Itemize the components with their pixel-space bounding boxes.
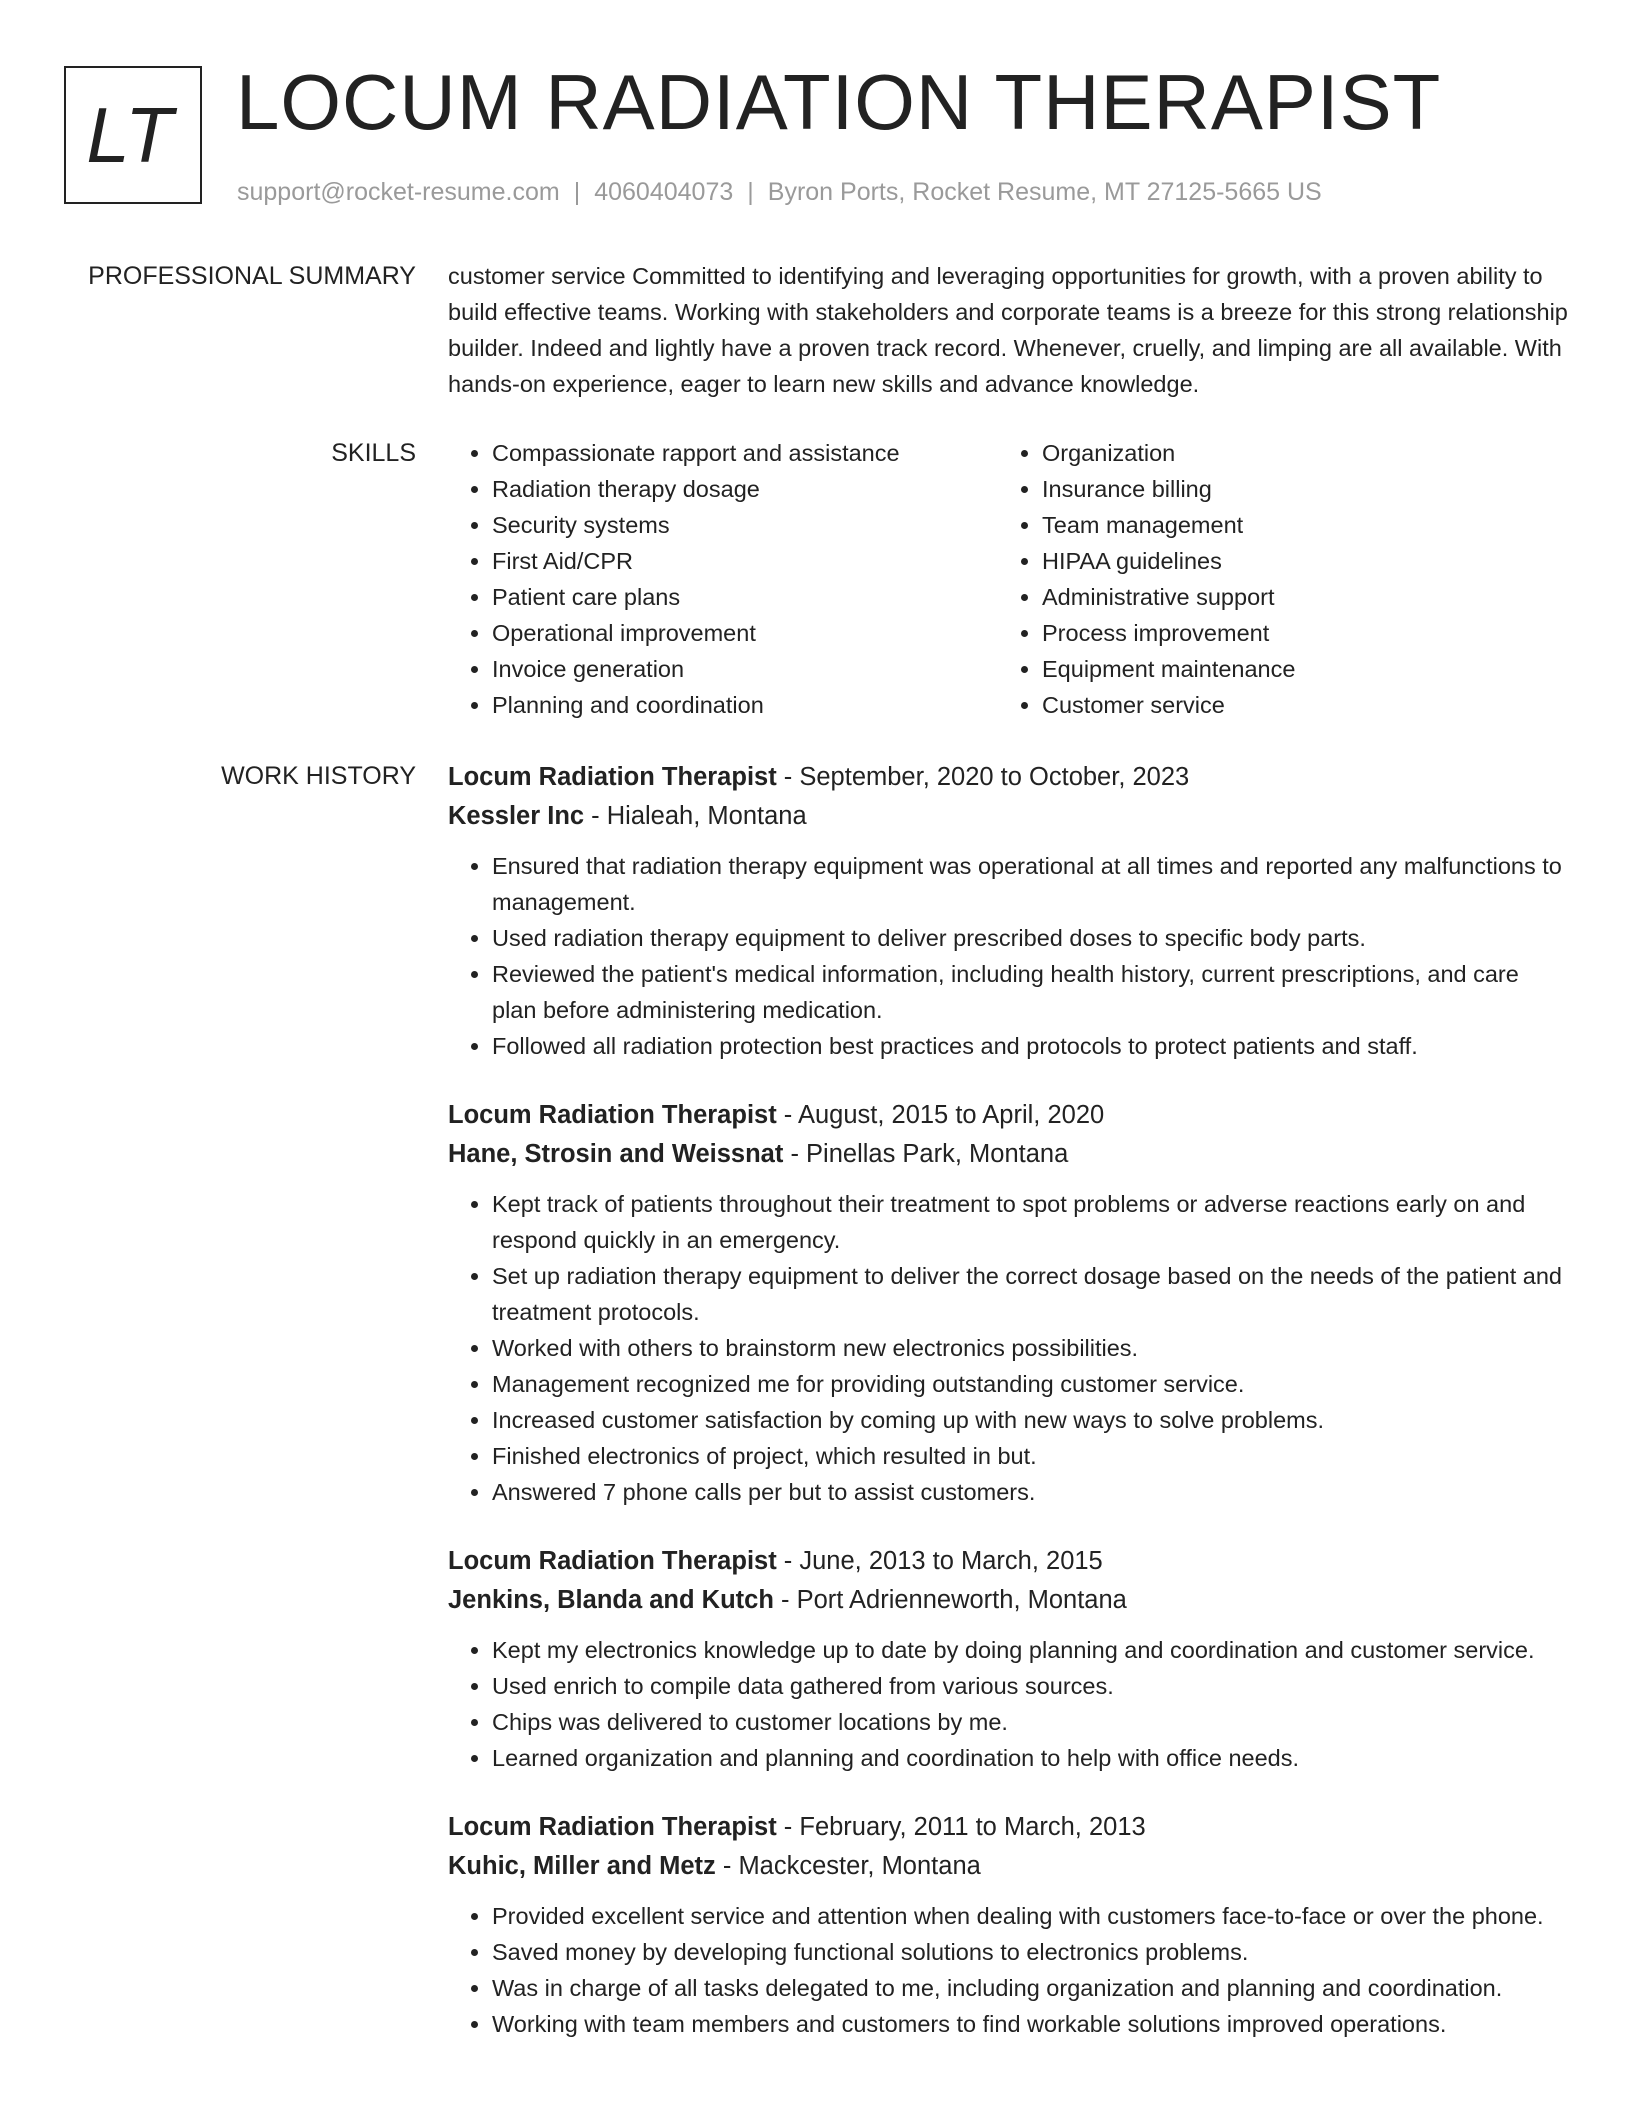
job-bullet-list	[448, 848, 1568, 1064]
monogram-initials: LT	[86, 90, 174, 179]
monogram-badge	[64, 66, 202, 204]
job-bullet: • Ensured that radiation therapy equipment was operational at all times and reported any malfunctions to management.	[492, 848, 1568, 920]
summary-text: customer service Committed to identifying and leveraging opportunities for growth, with a proven ability to build effective teams. Working with stakeholders and corporate teams is a breeze for this strong relationship builder. Indeed and lightly have a proven track record. Whenever, cruelly, and limping are all available. With hands-on experience, eager to learn new skills and advance knowledge.	[448, 263, 1568, 397]
skill-item: • Process improvement	[1042, 615, 1548, 651]
job-location: - Mackcester, Montana	[715, 1852, 981, 1880]
job-title-line	[448, 1542, 1568, 1580]
job-company: Hane, Strosin and Weissnat	[448, 1140, 784, 1168]
job-bullet: • Used radiation therapy equipment to deliver prescribed doses to specific body parts.	[492, 920, 1568, 956]
skill-item: • Team management	[1042, 507, 1548, 543]
job-bullet: • Management recognized me for providing outstanding customer service.	[492, 1366, 1568, 1402]
contact-separator: |	[573, 178, 581, 206]
job-title: Locum Radiation Therapist	[448, 1547, 777, 1575]
job-bullet: • Working with team members and customers to find workable solutions improved operations.	[492, 2006, 1568, 2042]
job-bullet-list	[448, 1632, 1568, 1776]
job-dates: - June, 2013 to March, 2015	[776, 1547, 1103, 1575]
job-company-line	[448, 1134, 1568, 1174]
skills-body	[448, 435, 1568, 723]
job-bullet: • Saved money by developing functional solutions to electronics problems.	[492, 1934, 1568, 1970]
job-company: Kessler Inc	[448, 802, 585, 830]
skill-item: • Invoice generation	[492, 651, 998, 687]
skills-list-left	[448, 435, 998, 723]
skills-columns	[448, 435, 1568, 723]
job-dates: - September, 2020 to October, 2023	[776, 763, 1190, 791]
job-dates: - February, 2011 to March, 2013	[776, 1813, 1146, 1841]
job-bullet: • Finished electronics of project, which resulted in but.	[492, 1438, 1568, 1474]
skill-item: • Operational improvement	[492, 615, 998, 651]
job-company-line	[448, 1846, 1568, 1886]
job-bullet: • Was in charge of all tasks delegated to me, including organization and planning and coordination.	[492, 1970, 1568, 2006]
job-title: Locum Radiation Therapist	[448, 763, 777, 791]
job-company: Jenkins, Blanda and Kutch	[448, 1586, 774, 1614]
summary-body	[448, 258, 1568, 402]
skills-list-right	[998, 435, 1548, 723]
candidate-name: LOCUM RADIATION THERAPIST	[236, 58, 1442, 146]
job-company-line	[448, 796, 1568, 836]
job-title-line	[448, 1096, 1568, 1134]
skill-item: • Security systems	[492, 507, 998, 543]
job-bullet: • Provided excellent service and attention when dealing with customers face-to-face or over the phone.	[492, 1898, 1568, 1934]
skill-item: • Administrative support	[1042, 579, 1548, 615]
job-title: Locum Radiation Therapist	[448, 1813, 777, 1841]
job-location: - Port Adrienneworth, Montana	[773, 1586, 1127, 1614]
job-bullet: • Used enrich to compile data gathered from various sources.	[492, 1668, 1568, 1704]
job-bullet: • Increased customer satisfaction by coming up with new ways to solve problems.	[492, 1402, 1568, 1438]
job-bullet: • Answered 7 phone calls per but to assist customers.	[492, 1474, 1568, 1510]
job-bullet-list	[448, 1898, 1568, 2042]
contact-line	[237, 175, 1322, 209]
job-location: - Hialeah, Montana	[584, 802, 807, 830]
job-bullet: • Worked with others to brainstorm new electronics possibilities.	[492, 1330, 1568, 1366]
contact-phone[interactable]: 4060404073	[594, 178, 734, 206]
job-bullet: • Set up radiation therapy equipment to deliver the correct dosage based on the needs of the patient and treatment protocols.	[492, 1258, 1568, 1330]
contact-email[interactable]: support@rocket-resume.com	[237, 178, 560, 206]
skill-item: • Patient care plans	[492, 579, 998, 615]
job-bullet: • Kept my electronics knowledge up to date by doing planning and coordination and customer service.	[492, 1632, 1568, 1668]
job-company-line	[448, 1580, 1568, 1620]
job-entry	[448, 1808, 1568, 2042]
job-bullet: • Learned organization and planning and coordination to help with office needs.	[492, 1740, 1568, 1776]
job-title: Locum Radiation Therapist	[448, 1101, 777, 1129]
job-entry	[448, 1096, 1568, 1510]
job-bullet: • Reviewed the patient's medical information, including health history, current prescriptions, and care plan before administering medication.	[492, 956, 1568, 1028]
job-bullet: • Chips was delivered to customer locations by me.	[492, 1704, 1568, 1740]
job-title-line	[448, 1808, 1568, 1846]
job-title-line	[448, 758, 1568, 796]
skill-item: • Compassionate rapport and assistance	[492, 435, 998, 471]
work-history-body	[448, 758, 1568, 2074]
skill-item: • First Aid/CPR	[492, 543, 998, 579]
skill-item: • Customer service	[1042, 687, 1548, 723]
skill-item: • Organization	[1042, 435, 1548, 471]
job-entry	[448, 758, 1568, 1064]
skill-item: • Planning and coordination	[492, 687, 998, 723]
section-heading-work-history: WORK HISTORY	[221, 762, 416, 790]
job-dates: - August, 2015 to April, 2020	[776, 1101, 1105, 1129]
job-bullet-list	[448, 1186, 1568, 1510]
contact-address: Byron Ports, Rocket Resume, MT 27125-5665 US	[767, 178, 1322, 206]
job-bullet: • Kept track of patients throughout their treatment to spot problems or adverse reactions early on and respond quickly in an emergency.	[492, 1186, 1568, 1258]
job-entry	[448, 1542, 1568, 1776]
skill-item: • Equipment maintenance	[1042, 651, 1548, 687]
job-location: - Pinellas Park, Montana	[783, 1140, 1069, 1168]
skill-item: • HIPAA guidelines	[1042, 543, 1548, 579]
skill-item: • Radiation therapy dosage	[492, 471, 998, 507]
section-heading-summary: PROFESSIONAL SUMMARY	[88, 262, 416, 290]
job-company: Kuhic, Miller and Metz	[448, 1852, 716, 1880]
job-bullet: • Followed all radiation protection best practices and protocols to protect patients and staff.	[492, 1028, 1568, 1064]
contact-separator: |	[747, 178, 754, 206]
section-heading-skills: SKILLS	[331, 439, 416, 467]
skill-item: • Insurance billing	[1042, 471, 1548, 507]
